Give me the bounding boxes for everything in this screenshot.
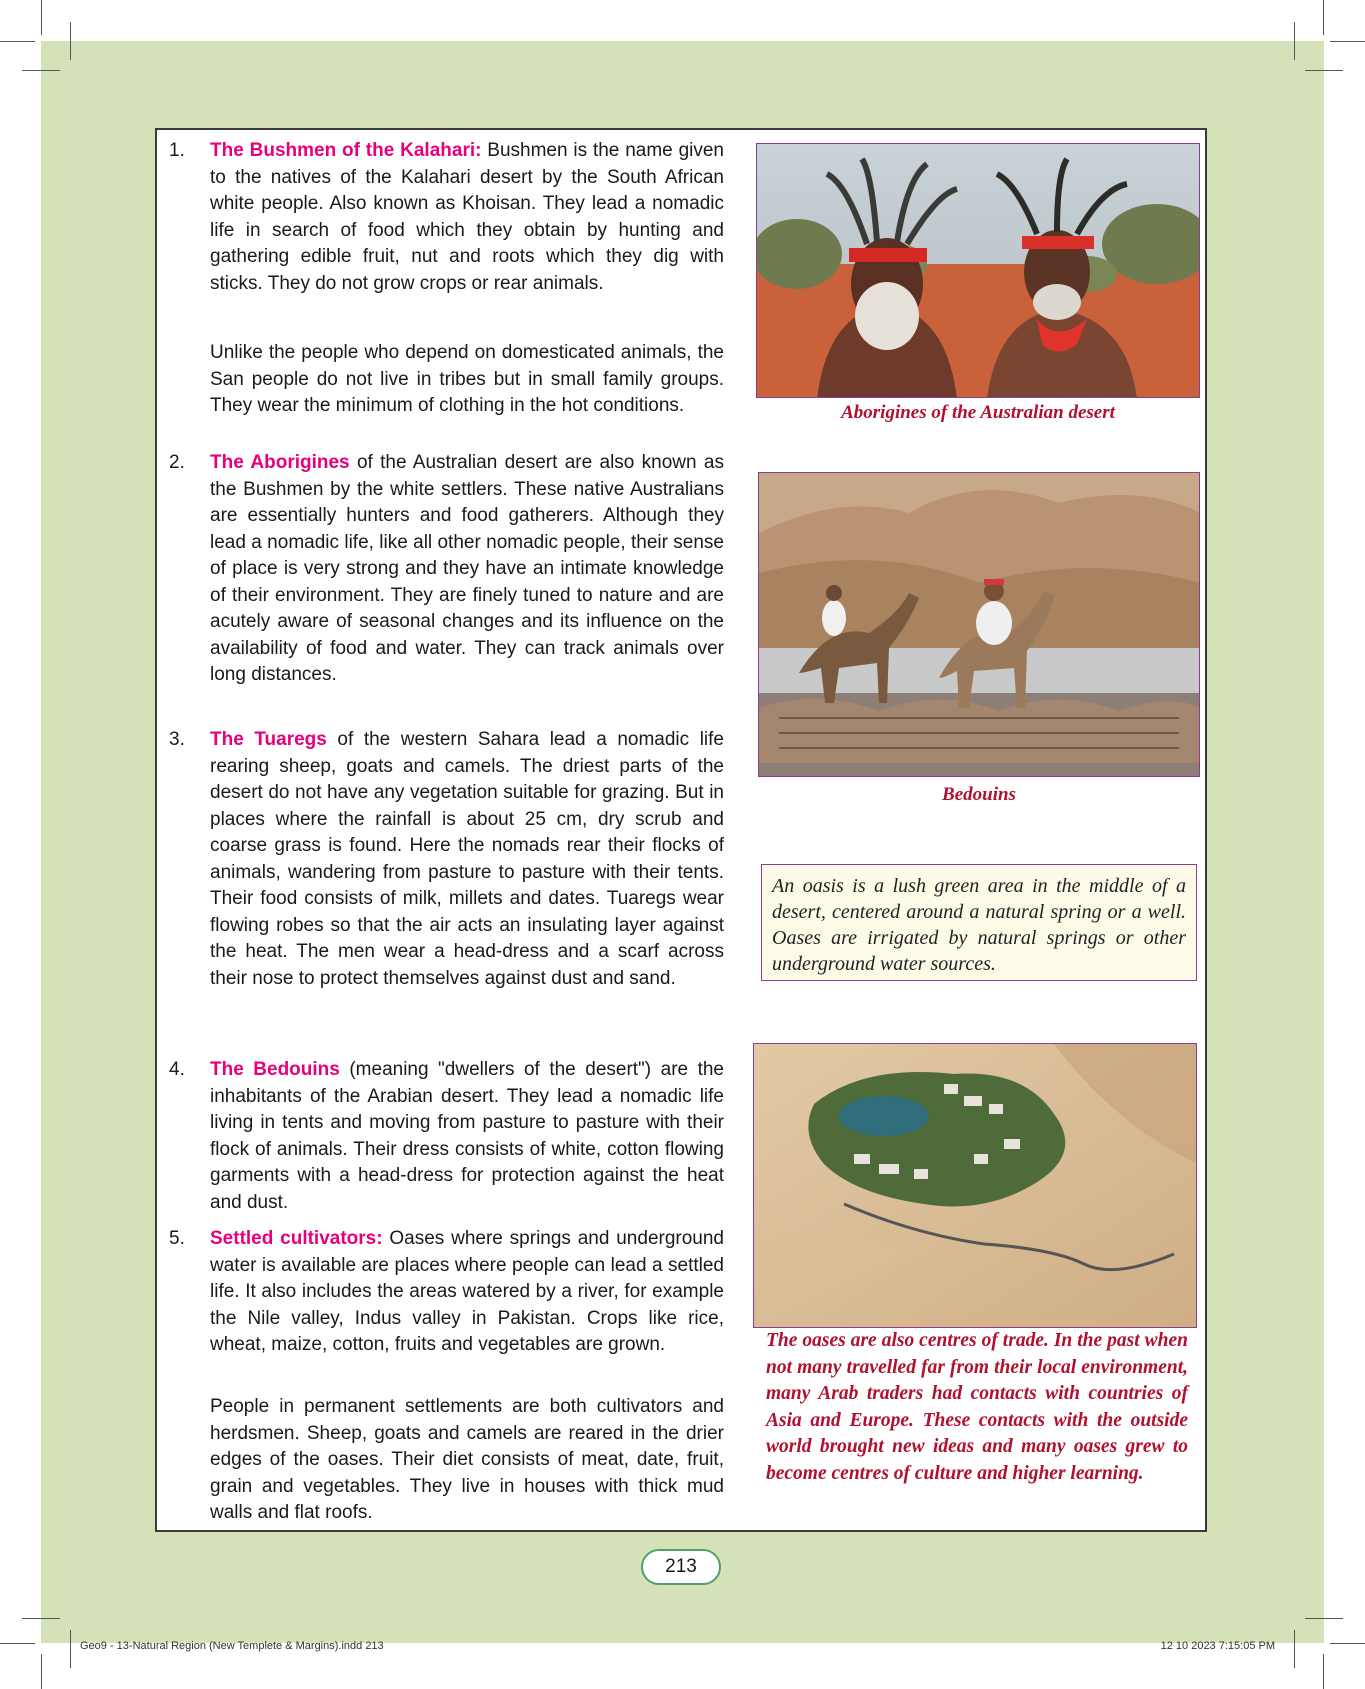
item-number: 1. [169, 140, 185, 161]
slug-date: 12 10 2023 7:15:05 PM [1160, 1640, 1275, 1652]
item-paragraph [210, 727, 724, 992]
oasis-illustration [754, 1044, 1197, 1328]
crop-mark [22, 70, 60, 71]
content-box [155, 128, 1207, 1532]
item-paragraph [210, 1057, 724, 1216]
item-text: Oases where springs and underground water is available are places where people can lead a settled life. It also includes the areas watered by a river, for example the Nile valley, Indus valley in Pakistan. Crops like rice, wheat, maize, cotton, fruits and vegetables are grown. [210, 1228, 724, 1355]
crop-mark [1305, 1618, 1343, 1619]
oasis-definition-box: An oasis is a lush green area in the middle of a desert, centered around a natural spring or a well. Oases are irrigated by natural springs or other underground water sources. [761, 864, 1197, 981]
crop-mark [1323, 1654, 1324, 1689]
item-number: 5. [169, 1228, 185, 1249]
item-heading: The Bedouins [210, 1059, 340, 1080]
crop-mark [41, 0, 42, 35]
item-paragraph [210, 450, 724, 689]
crop-mark [70, 22, 71, 60]
item-paragraph [210, 1226, 724, 1359]
item-number: 3. [169, 729, 185, 750]
item-heading: The Aborigines [210, 452, 350, 473]
crop-mark [41, 1654, 42, 1689]
crop-mark [1323, 0, 1324, 35]
crop-mark [22, 1618, 60, 1619]
crop-mark [1294, 1630, 1295, 1668]
bedouins-caption: Bedouins [942, 784, 1016, 805]
item-text: of the western Sahara lead a nomadic life rearing sheep, goats and camels. The driest parts of the desert do not have any vegetation suitable for grazing. But in places where the rainfall is about 25 cm, dry scrub and coarse grass is found. Here the nomads rear their flocks of animals, wandering from pasture to pasture with their tents. Their food consists of milk, millets and dates. Tuaregs wear flowing robes so that the air acts an insulating layer against the heat. The men wear a head-dress and a scarf across their nose to protect themselves against dust and sand. [210, 729, 724, 989]
item-heading: The Tuaregs [210, 729, 327, 750]
oasis-trade-text: The oases are also centres of trade. In the past when not many travelled far from their local environment, many Arab traders had contacts with countries of Asia and Europe. These contacts with the outside world brought new ideas and many oases grew to become centres of culture and higher learning. [766, 1330, 1188, 1484]
crop-mark [0, 41, 35, 42]
crop-mark [1305, 70, 1343, 71]
item-paragraph [210, 138, 724, 297]
item-number: 4. [169, 1059, 185, 1080]
aborigines-caption: Aborigines of the Australian desert [841, 402, 1115, 423]
bedouins-photo [758, 472, 1200, 777]
oasis-photo [753, 1043, 1197, 1328]
item-text: Bushmen is the name given to the natives of the Kalahari desert by the South African white people. Also known as Khoisan. They lead a nomadic life in search of food which they obtain by hunting and gathering edible fruit, nut and roots which they dig with sticks. They do not grow crops or rear animals. [210, 140, 725, 294]
crop-mark [70, 1630, 71, 1668]
crop-mark [1294, 22, 1295, 60]
aborigines-illustration [757, 144, 1200, 398]
aborigines-photo [756, 143, 1200, 398]
item-heading: The Bushmen of the Kalahari: [210, 140, 482, 161]
item-text: of the Australian desert are also known as the Bushmen by the white settlers. These native Australians are essentially hunters and food gatherers. Although they lead a nomadic life, like all other nomadic people, their sense of place is very strong and they have an intimate knowledge of their environment. They are finely tuned to nature and are acutely aware of seasonal changes and its influence on the availability of food and water. They can track animals over long distances. [210, 452, 724, 685]
bedouins-illustration [759, 473, 1200, 777]
item-extra-paragraph: Unlike the people who depend on domesticated animals, the San people do not live in tribes but in small family groups. They wear the minimum of clothing in the hot conditions. [210, 342, 724, 416]
crop-mark [0, 1643, 35, 1644]
item-number: 2. [169, 452, 185, 473]
item-text: (meaning "dwellers of the desert") are the inhabitants of the Arabian desert. They lead a nomadic life living in tents and moving from pasture to pasture with their flock of animals. Their dress consists of white, cotton flowing garments with a head-dress for protection against the heat and dust. [210, 1059, 724, 1213]
item-extra-paragraph: People in permanent settlements are both cultivators and herdsmen. Sheep, goats and camels are reared in the drier edges of the oases. Their diet consists of meat, date, fruit, grain and vegetables. They live in houses with thick mud walls and flat roofs. [210, 1396, 724, 1523]
crop-mark [1330, 41, 1365, 42]
page-number: 213 [641, 1549, 721, 1585]
crop-mark [1330, 1643, 1365, 1644]
slug-filename: Geo9 - 13-Natural Region (New Templete & Margins).indd 213 [80, 1640, 384, 1652]
item-heading: Settled cultivators: [210, 1228, 383, 1249]
